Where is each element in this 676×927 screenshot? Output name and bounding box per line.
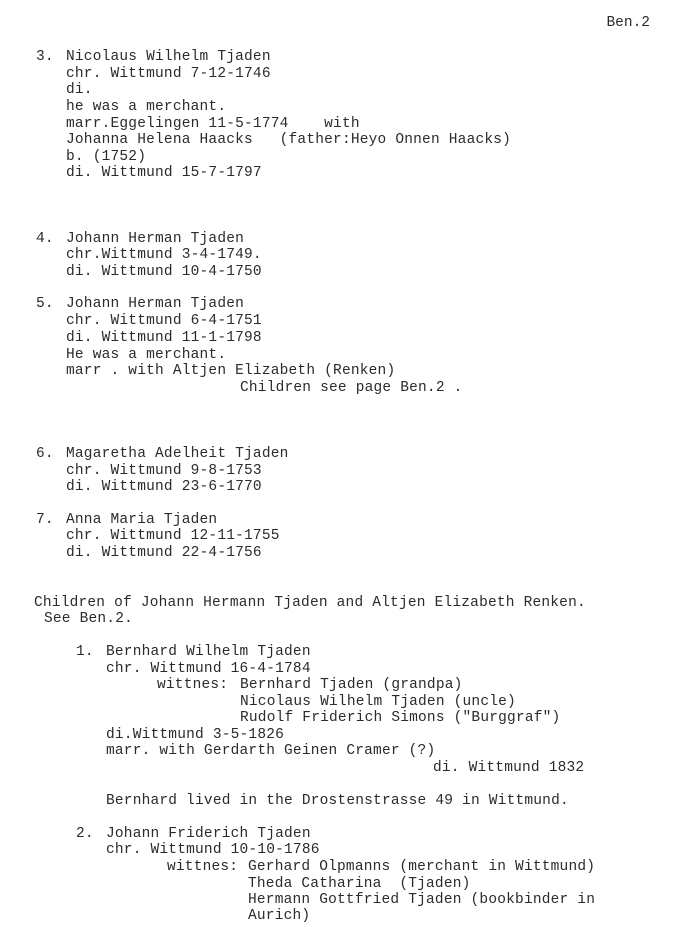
entry-marriage: marr . with Altjen Elizabeth (Renken) [66, 363, 396, 379]
child-witness-label: wittnes: [157, 677, 229, 693]
entry-note: He was a merchant. [66, 347, 227, 363]
child-witness: Theda Catharina (Tjaden) [248, 876, 471, 892]
child-marriage: marr. with Gerdarth Geinen Cramer (?) [106, 743, 436, 759]
entry-marriage: marr.Eggelingen 11-5-1774 with [66, 116, 360, 132]
child-witness: Rudolf Friderich Simons ("Burggraf") [240, 710, 561, 726]
child-christening: chr. Wittmund 16-4-1784 [106, 661, 311, 677]
entry-christening: chr. Wittmund 9-8-1753 [66, 463, 262, 479]
entry-christening: chr. Wittmund 7-12-1746 [66, 66, 271, 82]
child-number: 1. [76, 644, 94, 660]
entry-number: 6. [36, 446, 54, 462]
entry-death: di. Wittmund 23-6-1770 [66, 479, 262, 495]
child-name: Johann Friderich Tjaden [106, 826, 311, 842]
entry-name: Johann Herman Tjaden [66, 296, 245, 312]
child-name: Bernhard Wilhelm Tjaden [106, 644, 311, 660]
children-see-ref: See Ben.2. [44, 611, 134, 627]
entry-note: he was a merchant. [66, 99, 227, 115]
entry-children-ref: Children see page Ben.2 . [240, 380, 463, 396]
page-reference: Ben.2 [606, 15, 650, 31]
entry-death: di. [66, 82, 93, 98]
entry-spouse-death: di. Wittmund 15-7-1797 [66, 165, 262, 181]
child-witness: Aurich) [248, 908, 311, 924]
entry-death: di. Wittmund 22-4-1756 [66, 545, 262, 561]
entry-number: 5. [36, 296, 54, 312]
entry-spouse: Johanna Helena Haacks (father:Heyo Onnen Haacks) [66, 132, 512, 148]
child-spouse-death: di. Wittmund 1832 [433, 760, 585, 776]
children-heading: Children of Johann Hermann Tjaden and Altjen Elizabeth Renken. [34, 595, 586, 611]
child-christening: chr. Wittmund 10-10-1786 [106, 842, 320, 858]
entry-christening: chr. Wittmund 12-11-1755 [66, 528, 280, 544]
child-witness: Gerhard Olpmanns (merchant in Wittmund) [248, 859, 596, 875]
entry-death: di. Wittmund 10-4-1750 [66, 264, 262, 280]
entry-name: Johann Herman Tjaden [66, 231, 245, 247]
entry-death: di. Wittmund 11-1-1798 [66, 330, 262, 346]
entry-spouse-birth: b. (1752) [66, 149, 147, 165]
entry-christening: chr. Wittmund 6-4-1751 [66, 313, 262, 329]
child-witness: Nicolaus Wilhelm Tjaden (uncle) [240, 694, 516, 710]
entry-name: Magaretha Adelheit Tjaden [66, 446, 289, 462]
entry-number: 7. [36, 512, 54, 528]
child-death: di.Wittmund 3-5-1826 [106, 727, 285, 743]
entry-number: 3. [36, 49, 54, 65]
child-witness: Hermann Gottfried Tjaden (bookbinder in [248, 892, 596, 908]
entry-name: Nicolaus Wilhelm Tjaden [66, 49, 271, 65]
entry-christening: chr.Wittmund 3-4-1749. [66, 247, 262, 263]
entry-name: Anna Maria Tjaden [66, 512, 218, 528]
child-witness: Bernhard Tjaden (grandpa) [240, 677, 463, 693]
child-witness-label: wittnes: [167, 859, 239, 875]
entry-number: 4. [36, 231, 54, 247]
child-number: 2. [76, 826, 94, 842]
child-note: Bernhard lived in the Drostenstrasse 49 in Wittmund. [106, 793, 569, 809]
